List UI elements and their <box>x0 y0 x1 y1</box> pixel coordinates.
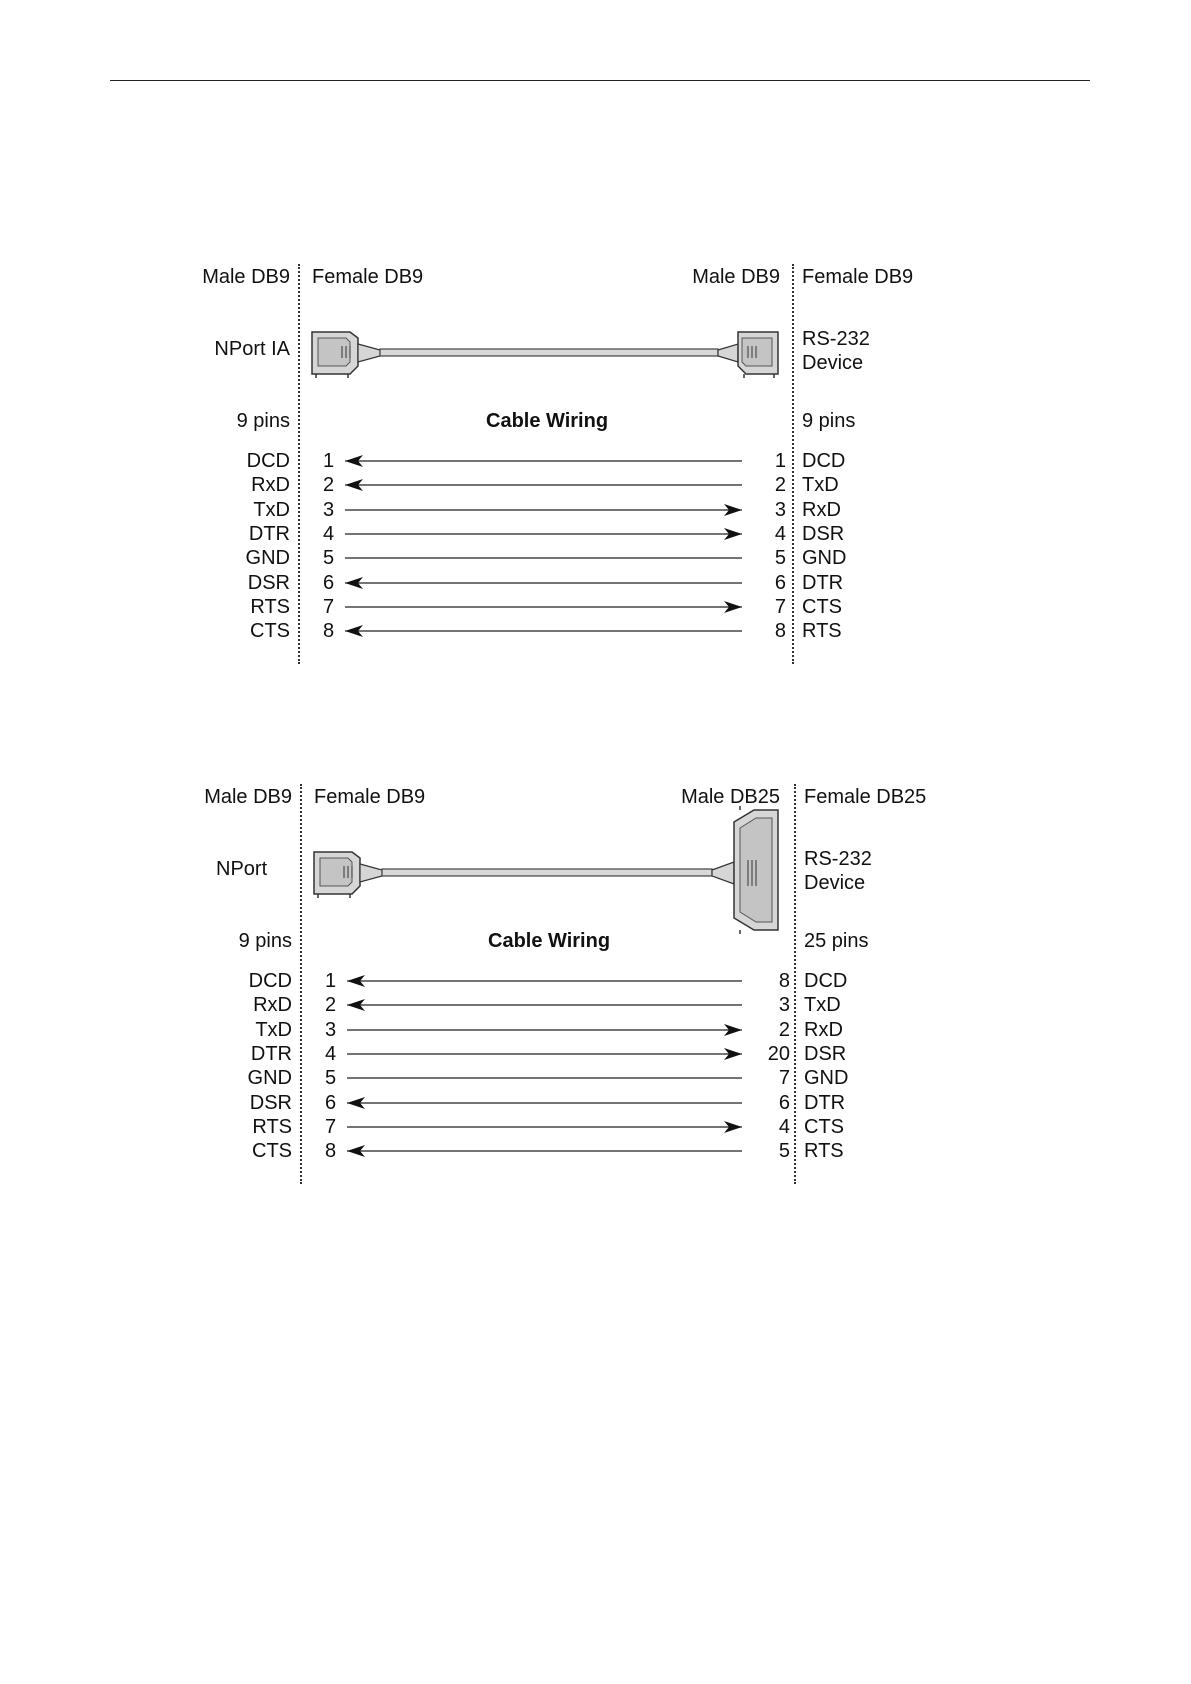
left-pin-number: 7 <box>323 595 335 618</box>
right-pin-count: 9 pins <box>802 410 856 432</box>
right-signal-label: RxD <box>804 1018 843 1041</box>
left-pin-number: 6 <box>325 1091 337 1114</box>
wiring-row <box>0 1043 1191 1067</box>
right-pin-number: 3 <box>778 994 790 1017</box>
signal-arrow-right <box>347 1116 762 1140</box>
right-pin-number: 20 <box>767 1042 790 1065</box>
wiring-row <box>0 499 1191 523</box>
wiring-row <box>0 1092 1191 1116</box>
signal-arrow-left <box>345 450 762 474</box>
cable-illustration <box>0 770 1191 940</box>
left-pin-count: 9 pins <box>238 930 292 952</box>
signal-arrow-left <box>345 572 762 596</box>
right-signal-label: TxD <box>802 474 839 497</box>
right-db25-connector-icon <box>712 806 778 934</box>
left-pin-number: 1 <box>323 450 335 472</box>
left-pin-number: 5 <box>323 547 335 570</box>
right-device-label-line2: Device <box>802 352 864 374</box>
left-pin-number: 8 <box>325 1140 337 1163</box>
signal-arrow-left <box>347 994 762 1018</box>
left-signal-label: DSR <box>249 1091 292 1114</box>
right-signal-label: CTS <box>804 1115 844 1138</box>
left-signal-label: DTR <box>248 522 290 545</box>
right-device-label-line1: RS-232 <box>802 328 870 350</box>
left-db9-connector-icon <box>314 852 382 898</box>
left-pin-number: 5 <box>325 1067 337 1090</box>
right-header-male: Male DB9 <box>692 266 780 288</box>
right-pin-number: 4 <box>778 1115 790 1138</box>
left-db9-connector-icon <box>312 332 380 378</box>
left-pin-number: 1 <box>325 970 337 992</box>
wiring-row <box>0 1140 1191 1164</box>
wiring-row <box>0 474 1191 498</box>
right-pin-number: 2 <box>774 474 786 497</box>
right-signal-label: GND <box>804 1067 849 1090</box>
wiring-row <box>0 1019 1191 1043</box>
right-pin-number: 4 <box>774 522 786 545</box>
left-signal-label: RxD <box>253 994 292 1017</box>
left-signal-label: RxD <box>251 474 290 497</box>
wiring-row <box>0 1067 1191 1091</box>
left-pin-number: 4 <box>323 522 335 545</box>
wiring-row <box>0 620 1191 644</box>
right-signal-label: RTS <box>804 1140 844 1163</box>
signal-arrow-none <box>345 547 762 571</box>
right-pin-count: 25 pins <box>804 930 869 952</box>
wiring-row <box>0 547 1191 571</box>
left-device-label: NPort <box>216 858 268 880</box>
left-signal-label: RTS <box>252 1115 292 1138</box>
left-header-female: Female DB9 <box>312 266 424 288</box>
signal-arrow-left <box>347 970 762 994</box>
cable-diagram-db9-to-db9 <box>0 250 1191 670</box>
left-pin-number: 2 <box>325 994 337 1017</box>
left-signal-label: GND <box>247 1067 292 1090</box>
wiring-row <box>0 523 1191 547</box>
right-signal-label: DCD <box>804 970 848 992</box>
left-signal-label: GND <box>245 547 290 570</box>
right-header-male: Male DB25 <box>681 786 780 808</box>
right-signal-label: CTS <box>802 595 842 618</box>
signal-arrow-left <box>347 1092 762 1116</box>
left-signal-label: DSR <box>247 571 290 594</box>
signal-arrow-left <box>345 620 762 644</box>
left-pin-number: 8 <box>323 620 335 643</box>
left-signal-label: CTS <box>250 620 290 643</box>
signal-arrow-right <box>347 1019 762 1043</box>
right-signal-label: DTR <box>802 571 844 594</box>
right-signal-label: DSR <box>804 1042 847 1065</box>
left-signal-label: RTS <box>250 595 290 618</box>
left-pin-number: 6 <box>323 571 335 594</box>
left-header-female: Female DB9 <box>314 786 426 808</box>
right-signal-label: RxD <box>802 498 841 521</box>
cable-diagram-db9-to-db25 <box>0 770 1191 1190</box>
left-pin-number: 7 <box>325 1115 337 1138</box>
left-signal-label: DTR <box>250 1042 292 1065</box>
signal-arrow-right <box>345 523 762 547</box>
right-signal-label: DSR <box>802 522 845 545</box>
left-signal-label: TxD <box>253 498 290 521</box>
signal-arrow-none <box>347 1067 762 1091</box>
right-db9-connector-icon <box>718 332 778 378</box>
right-pin-number: 5 <box>774 547 786 570</box>
left-signal-label: CTS <box>252 1140 292 1163</box>
right-signal-label: TxD <box>804 994 841 1017</box>
right-pin-number: 3 <box>774 498 786 521</box>
left-pin-number: 3 <box>325 1018 337 1041</box>
wiring-title: Cable Wiring <box>488 930 611 952</box>
left-pin-number: 2 <box>323 474 335 497</box>
signal-arrow-right <box>345 499 762 523</box>
right-pin-number: 5 <box>778 1140 790 1163</box>
wiring-row <box>0 450 1191 474</box>
signal-arrow-right <box>345 596 762 620</box>
left-header-male: Male DB9 <box>202 266 290 288</box>
right-pin-number: 2 <box>778 1018 790 1041</box>
left-pin-number: 3 <box>323 498 335 521</box>
left-pin-count: 9 pins <box>236 410 290 432</box>
left-header-male: Male DB9 <box>204 786 292 808</box>
right-pin-number: 8 <box>774 620 786 643</box>
right-pin-number: 1 <box>774 450 786 472</box>
right-device-label-line2: Device <box>804 872 866 894</box>
right-signal-label: DTR <box>804 1091 846 1114</box>
left-signal-label: TxD <box>255 1018 292 1041</box>
signal-arrow-right <box>347 1043 762 1067</box>
cable-body <box>382 869 712 876</box>
signal-arrow-left <box>345 474 762 498</box>
wiring-title: Cable Wiring <box>486 410 609 432</box>
wiring-row <box>0 596 1191 620</box>
left-device-label: NPort IA <box>214 338 290 360</box>
right-header-female: Female DB9 <box>802 266 914 288</box>
wiring-row <box>0 994 1191 1018</box>
right-header-female: Female DB25 <box>804 786 927 808</box>
right-device-label-line1: RS-232 <box>804 848 872 870</box>
wiring-row <box>0 572 1191 596</box>
page-header-rule <box>110 80 1090 81</box>
signal-arrow-left <box>347 1140 762 1164</box>
cable-illustration <box>0 250 1191 380</box>
left-signal-label: DCD <box>248 970 292 992</box>
right-pin-number: 7 <box>774 595 786 618</box>
cable-body <box>380 349 718 356</box>
right-signal-label: DCD <box>802 450 846 472</box>
left-signal-label: DCD <box>246 450 290 472</box>
right-signal-label: GND <box>802 547 847 570</box>
wiring-row <box>0 1116 1191 1140</box>
right-signal-label: RTS <box>802 620 842 643</box>
wiring-row <box>0 970 1191 994</box>
right-pin-number: 6 <box>774 571 786 594</box>
right-pin-number: 7 <box>778 1067 790 1090</box>
right-pin-number: 8 <box>778 970 790 992</box>
left-pin-number: 4 <box>325 1042 337 1065</box>
right-pin-number: 6 <box>778 1091 790 1114</box>
